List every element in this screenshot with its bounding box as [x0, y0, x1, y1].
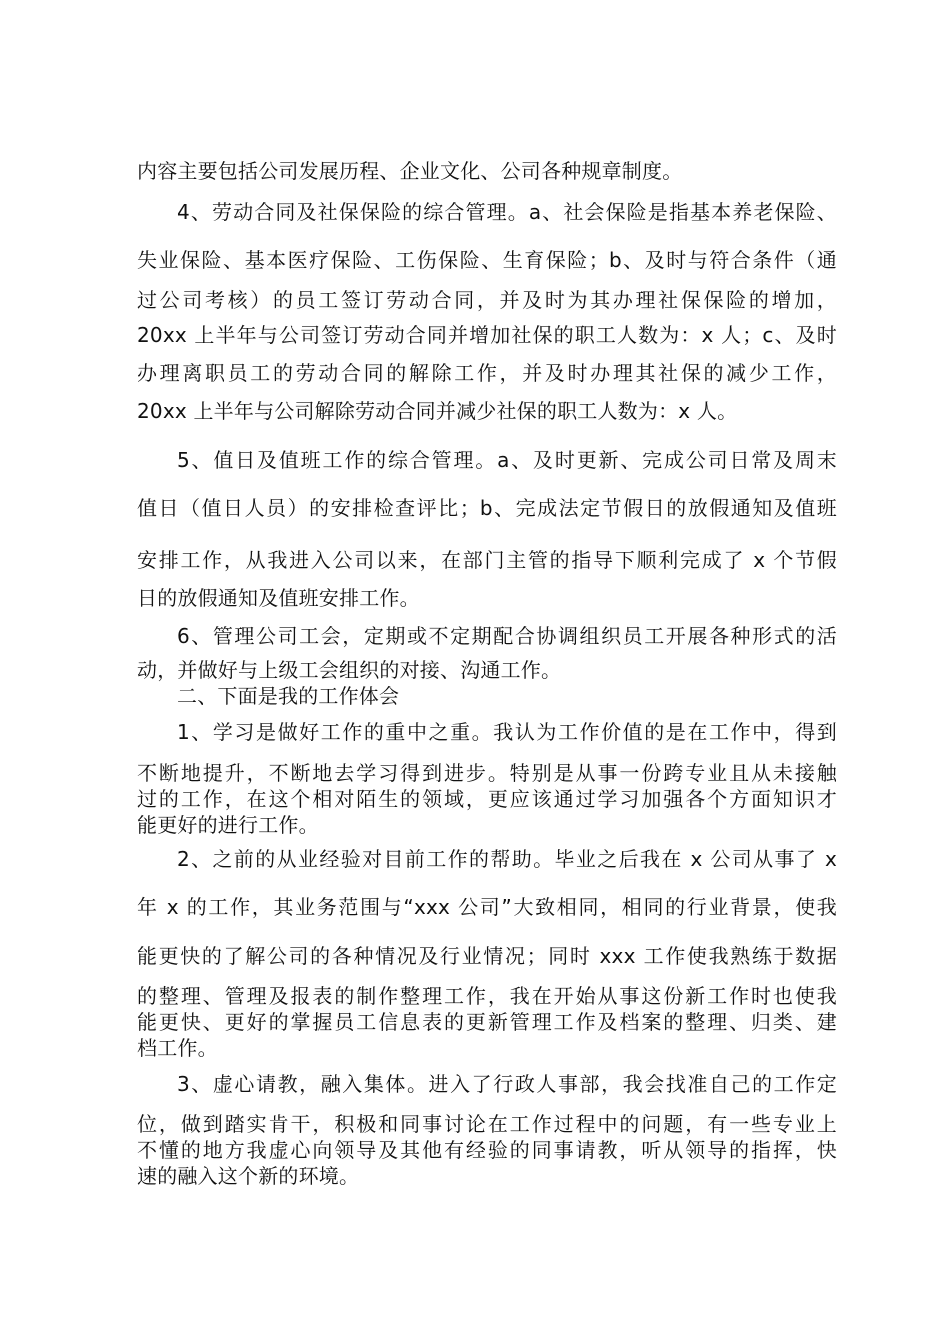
paragraph-line: 4、劳动合同及社保保险的综合管理。a、社会保险是指基本养老保险、	[177, 200, 837, 224]
section-heading: 二、下面是我的工作体会	[177, 684, 400, 708]
paragraph-line: 3、虚心请教，融入集体。进入了行政人事部，我会找准自己的工作定	[177, 1072, 837, 1096]
paragraph-line: 值日（值日人员）的安排检查评比；b、完成法定节假日的放假通知及值班	[137, 496, 837, 520]
paragraph-line: 日的放假通知及值班安排工作。	[137, 586, 420, 610]
paragraph-line: 20xx 上半年与公司签订劳动合同并增加社保的职工人数为：x 人；c、及时	[137, 323, 837, 347]
paragraph-line: 失业保险、基本医疗保险、工伤保险、生育保险；b、及时与符合条件（通	[137, 248, 837, 272]
paragraph-line: 办理离职员工的劳动合同的解除工作，并及时办理其社保的减少工作，	[137, 361, 837, 385]
paragraph-line: 的整理、管理及报表的制作整理工作，我在开始从事这份新工作时也使我	[137, 984, 837, 1008]
paragraph-line: 过的工作，在这个相对陌生的领域，更应该通过学习加强各个方面知识才	[137, 787, 837, 811]
paragraph-line: 2、之前的从业经验对目前工作的帮助。毕业之后我在 x 公司从事了 x	[177, 847, 837, 871]
paragraph-line: 动，并做好与上级工会组织的对接、沟通工作。	[137, 658, 562, 682]
paragraph-line: 6、管理公司工会，定期或不定期配合协调组织员工开展各种形式的活	[177, 624, 837, 648]
paragraph-line: 不懂的地方我虚心向领导及其他有经验的同事请教，听从领导的指挥，快	[137, 1138, 837, 1162]
paragraph-line: 不断地提升，不断地去学习得到进步。特别是从事一份跨专业且从未接触	[137, 761, 837, 785]
paragraph-line: 年 x 的工作，其业务范围与“xxx 公司”大致相同，相同的行业背景，使我	[137, 895, 837, 919]
paragraph-line: 5、值日及值班工作的综合管理。a、及时更新、完成公司日常及周末	[177, 448, 837, 472]
paragraph-line: 20xx 上半年与公司解除劳动合同并减少社保的职工人数为：x 人。	[137, 399, 738, 423]
paragraph-line: 内容主要包括公司发展历程、企业文化、公司各种规章制度。	[137, 159, 683, 183]
paragraph-line: 安排工作，从我进入公司以来，在部门主管的指导下顺利完成了 x 个节假	[137, 548, 837, 572]
paragraph-line: 能更好的进行工作。	[137, 813, 319, 837]
paragraph-line: 速的融入这个新的环境。	[137, 1164, 360, 1188]
paragraph-line: 位，做到踏实肯干，积极和同事讨论在工作过程中的问题，有一些专业上	[137, 1112, 837, 1136]
paragraph-line: 档工作。	[137, 1036, 218, 1060]
paragraph-line: 能更快、更好的掌握员工信息表的更新管理工作及档案的整理、归类、建	[137, 1010, 837, 1034]
paragraph-line: 能更快的了解公司的各种情况及行业情况；同时 xxx 工作使我熟练于数据	[137, 944, 837, 968]
paragraph-line: 过公司考核）的员工签订劳动合同，并及时为其办理社保保险的增加，	[137, 288, 837, 312]
paragraph-line: 1、学习是做好工作的重中之重。我认为工作价值的是在工作中，得到	[177, 720, 837, 744]
